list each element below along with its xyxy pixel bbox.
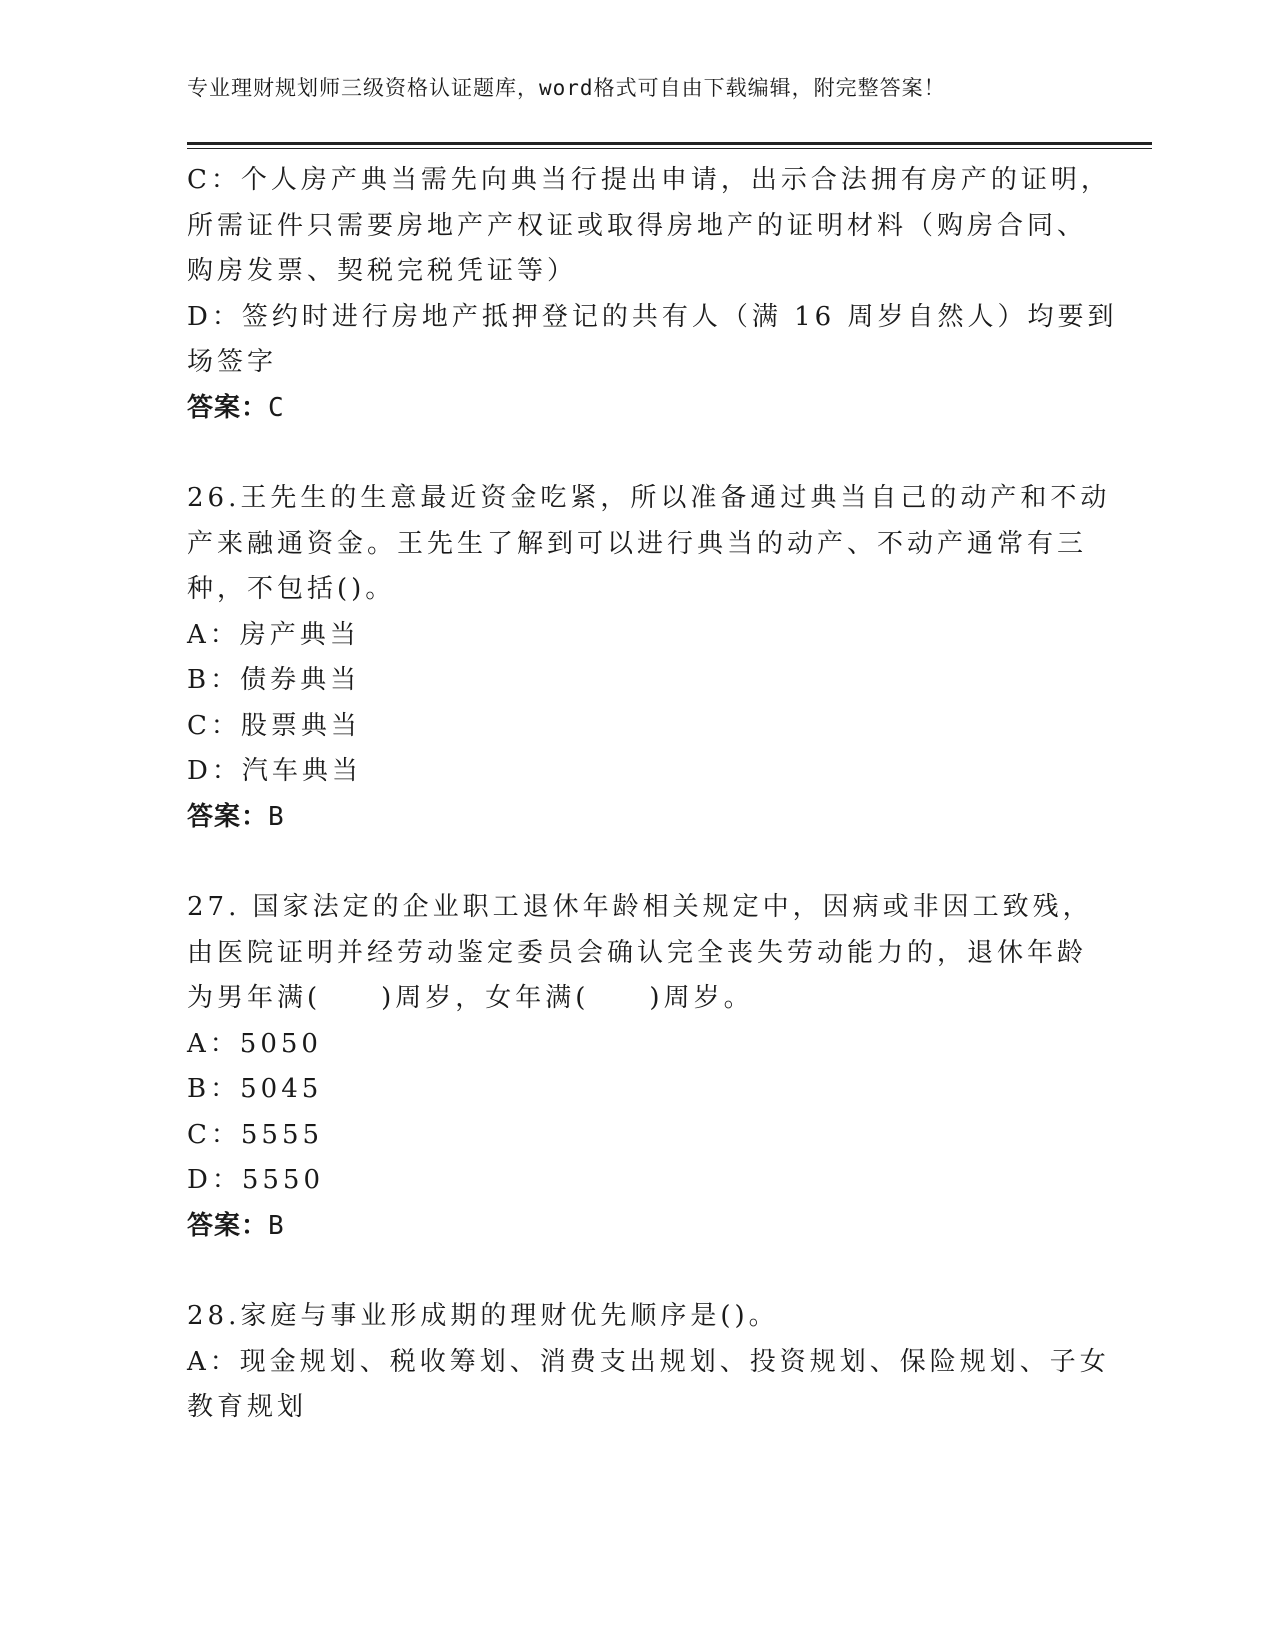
q27-option-c: C：5555 xyxy=(187,1119,324,1150)
q26-answer xyxy=(187,795,1087,841)
q25-option-c-line3: 购房发票、契税完税凭证等） xyxy=(187,256,578,286)
question-28 xyxy=(187,1294,1110,1431)
answer-value: B xyxy=(268,801,285,832)
q25-option-c-line1: C：个人房产典当需先向典当行提出申请，出示合法拥有房产的证明， xyxy=(187,165,1111,195)
q26-stem-line2: 产来融通资金。王先生了解到可以进行典当的动产、不动产通常有三 xyxy=(187,528,1088,559)
answer-label: 答案： xyxy=(187,801,269,832)
q26-stem-line3: 种，不包括()。 xyxy=(187,574,396,604)
q28-stem-line1: 28.家庭与事业形成期的理财优先顺序是()。 xyxy=(187,1301,779,1331)
q26-option-a: A：房产典当 xyxy=(187,619,360,650)
header-rule-thin xyxy=(187,148,1152,149)
q26-option-c: C：股票典当 xyxy=(187,710,361,741)
page-header: 专业理财规划师三级资格认证题库，word格式可自由下载编辑，附完整答案！ xyxy=(187,76,946,100)
q27-stem-line2: 由医院证明并经劳动鉴定委员会确认完全丧失劳动能力的，退休年龄 xyxy=(187,937,1088,968)
question-26 xyxy=(187,476,1111,840)
q25-option-d-line2: 场签字 xyxy=(187,347,278,377)
q25-option-d-line1: D：签约时进行房地产抵押登记的共有人（满 16 周岁自然人）均要到 xyxy=(187,301,1118,332)
q26-option-d: D：汽车典当 xyxy=(187,756,362,786)
question-25-tail xyxy=(187,158,1118,431)
q25-answer xyxy=(187,386,1087,432)
q28-option-a-line1: A：现金规划、税收筹划、消费支出规划、投资规划、保险规划、子女 xyxy=(187,1346,1110,1377)
q28-option-a-line2: 教育规划 xyxy=(187,1392,308,1422)
q27-option-b: B：5045 xyxy=(187,1074,323,1104)
answer-value: C xyxy=(268,392,285,423)
document-body xyxy=(187,158,1118,1431)
question-27 xyxy=(187,885,1093,1249)
answer-label: 答案： xyxy=(187,392,269,423)
answer-value: B xyxy=(268,1210,285,1241)
q26-stem-line1: 26.王先生的生意最近资金吃紧，所以准备通过典当自己的动产和不动 xyxy=(187,483,1111,513)
answer-label: 答案： xyxy=(187,1210,269,1241)
header-rule-thick xyxy=(187,142,1152,145)
q25-option-c-line2: 所需证件只需要房地产产权证或取得房地产的证明材料（购房合同、 xyxy=(187,210,1088,241)
q27-option-d: D：5550 xyxy=(187,1165,325,1195)
q27-answer xyxy=(187,1204,1087,1250)
q27-option-a: A：5050 xyxy=(187,1028,322,1059)
q27-stem-line1: 27. 国家法定的企业职工退休年龄相关规定中，因病或非因工致残， xyxy=(187,892,1093,922)
q27-stem-line3: 为男年满( )周岁，女年满( )周岁。 xyxy=(187,983,754,1013)
q26-option-b: B：债券典当 xyxy=(187,665,361,695)
